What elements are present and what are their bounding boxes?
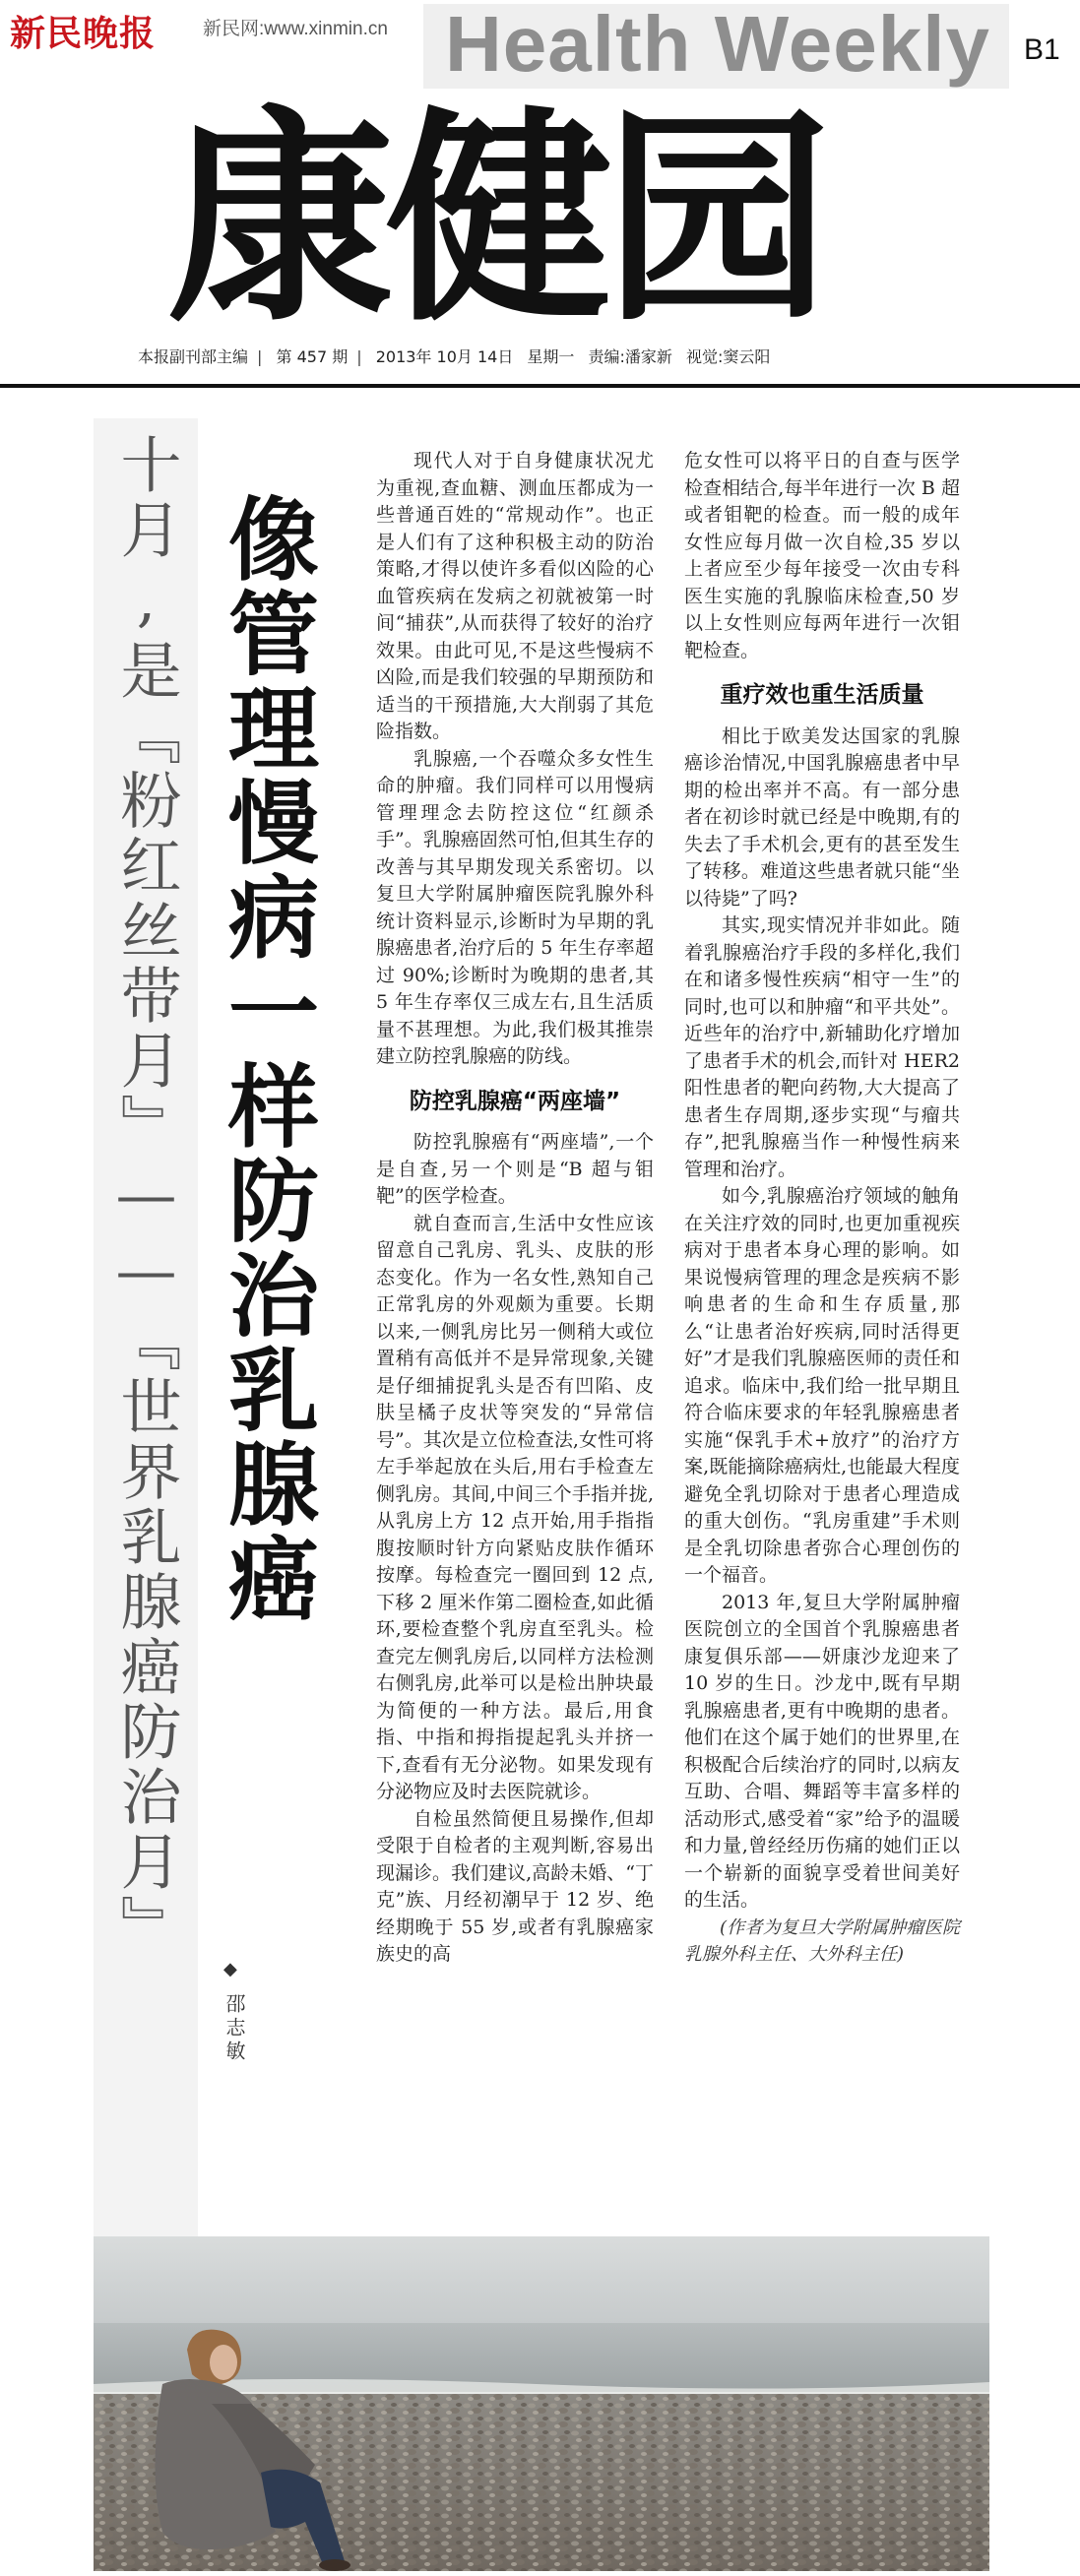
beach-photo-image (94, 2236, 989, 2571)
article-column-2 (684, 448, 960, 1968)
site-url[interactable]: 新民网:www.xinmin.cn (203, 19, 388, 39)
editor-label: 本报副刊部主编 (138, 347, 249, 366)
section-heading: 防控乳腺癌“两座墙” (409, 1088, 621, 1114)
duty-editor: 责编:潘家新 (588, 347, 672, 366)
issue-number: 第 457 期 (276, 347, 349, 366)
paragraph: 相比于欧美发达国家的乳腺癌诊治情况,中国乳腺癌患者中早期的检出率并不高。有一部分患者在初诊时就已经是中晚期,有的失去了手术机会,更有的甚至发生了转移。难道这些患者就只能“坐以待毙”了吗? (684, 724, 960, 910)
section-title-chinese: 康健园 (167, 90, 824, 352)
paragraph: 其实,现实情况并非如此。随着乳腺癌治疗手段的多样化,我们在和诸多慢性疾病“相守一生”的同时,也可以和肿瘤“和平共处”。近些年的治疗中,新辅助化疗增加了患者手术的机会,而针对 HER2 阳性患者的靶向药物,大大提高了患者生存周期,逐步实现“与瘤共存”,把乳腺癌当作一种慢性病来管理和治疗。 (684, 914, 960, 1180)
article-headline: 像管理慢病一样防治乳腺癌 (214, 492, 319, 1626)
issue-weekday: 星期一 (527, 347, 575, 366)
author-note: (作者为复旦大学附属肿瘤医院乳腺外科主任、大外科主任) (684, 1916, 960, 1965)
paragraph: 现代人对于自身健康状况尤为重视,查血糖、测血压都成为一些普通百姓的“常规动作”。也正是人们有了这种积极主动的防治策略,才得以使许多看似凶险的心血管疾病在发病之初就被第一时间“捕获”,从而获得了较好的治疗效果。由此可见,不是这些慢病不凶险,而是我们较强的早期预防和适当的干预措施,大大削弱了其危险指数。 (376, 450, 654, 742)
article-subtitle: 十月,是『粉红丝带月』——『世界乳腺癌防治月』 (110, 433, 182, 1960)
paragraph: 防控乳腺癌有“两座墙”,一个是自查,另一个则是“B 超与钼靶”的医学检查。 (376, 1131, 654, 1207)
visual-editor: 视觉:窦云阳 (686, 347, 771, 366)
article-column-1 (376, 448, 654, 1969)
masthead-rule (0, 384, 1080, 388)
issue-date: 2013年 10月 14日 (375, 347, 514, 366)
separator: | (356, 347, 362, 366)
separator: | (257, 347, 263, 366)
paragraph: 自检虽然简便且易操作,但却受限于自检者的主观判断,容易出现漏诊。我们建议,高龄未婚、“丁克”族、月经初潮早于 12 岁、绝经期晚于 55 岁,或者有乳腺癌家族史的高 (376, 1807, 654, 1965)
beach-photo (94, 2236, 989, 2571)
paragraph: 乳腺癌,一个吞噬众多女性生命的肿瘤。我们同样可以用慢病管理理念去防控这位“红颜杀手”。乳腺癌固然可怕,但其生存的改善与其早期发现关系密切。以复旦大学附属肿瘤医院乳腺外科统计资料显示,诊断时为早期的乳腺癌患者,治疗后的 5 年生存率超过 90%;诊断时为晚期的患者,其 5 年生存率仅三成左右,且生活质量不甚理想。为此,我们极其推崇建立防控乳腺癌的防线。 (376, 747, 654, 1067)
paragraph: 如今,乳腺癌治疗领域的触角在关注疗效的同时,也更加重视疾病对于患者本身心理的影响。如果说慢病管理的理念是疾病不影响患者的生命和生存质量,那么“让患者治好疾病,同时活得更好”才是我们乳腺癌医师的责任和追求。临床中,我们给一批早期且符合临床要求的年轻乳腺癌患者实施“保乳手术+放疗”的治疗方案,既能摘除癌病灶,也能最大程度避免全乳切除对于患者心理造成的重大创伤。“乳房重建”手术则是全乳切除患者弥合心理创伤的一个福音。 (684, 1185, 960, 1586)
paragraph: 危女性可以将平日的自查与医学检查相结合,每半年进行一次 B 超或者钼靶的检查。而一般的成年女性应每月做一次自检,35 岁以上者应至少每年接受一次由专科医生实施的乳腺临床检查,50 岁以上女性则应每两年进行一次钼靶检查。 (684, 450, 960, 661)
paragraph: 2013 年,复旦大学附属肿瘤医院创立的全国首个乳腺癌患者康复俱乐部——妍康沙龙迎来了 10 岁的生日。沙龙中,既有早期乳腺癌患者,更有中晚期的患者。他们在这个属于她们的世界里,在积极配合后续治疗的同时,以病友互助、合唱、舞蹈等丰富多样的活动形式,感受着“家”给予的温暖和力量,曾经经历伤痛的她们正以一个崭新的面貌享受着世间美好的生活。 (684, 1591, 960, 1911)
byline-marker: ◆ (223, 1959, 237, 1979)
newspaper-logo: 新民晚报 (10, 13, 157, 54)
article-byline: 邵志敏 (222, 1993, 246, 2064)
masthead (0, 0, 1080, 389)
paragraph: 就自查而言,生活中女性应该留意自己乳房、乳头、皮肤的形态变化。作为一名女性,熟知自己正常乳房的外观颇为重要。长期以来,一侧乳房比另一侧稍大或位置稍有高低并不是异常现象,关键是仔细捕捉乳头是否有凹陷、皮肤呈橘子皮状等突发的“异常信号”。其次是立位检查法,女性可将左手举起放在头后,用右手检查左侧乳房。其间,中间三个手指并拢,从乳房上方 12 点开始,用手指指腹按顺时针方向紧贴皮肤作循环按摩。每检查完一圈回到 12 点,下移 2 厘米作第二圈检查,如此循环,要检查整个乳房直至乳头。检查完左侧乳房后,以同样方法检测右侧乳房,此举可以是检出肿块最为简便的一种方法。最后,用食指、中指和拇指提起乳头并挤一下,查看有无分泌物。如果发现有分泌物应及时去医院就诊。 (376, 1212, 654, 1802)
section-heading: 重疗效也重生活质量 (720, 682, 924, 708)
page-number: B1 (1024, 33, 1060, 66)
section-title-english: Health Weekly (445, 0, 990, 88)
issue-info-line (138, 345, 779, 367)
